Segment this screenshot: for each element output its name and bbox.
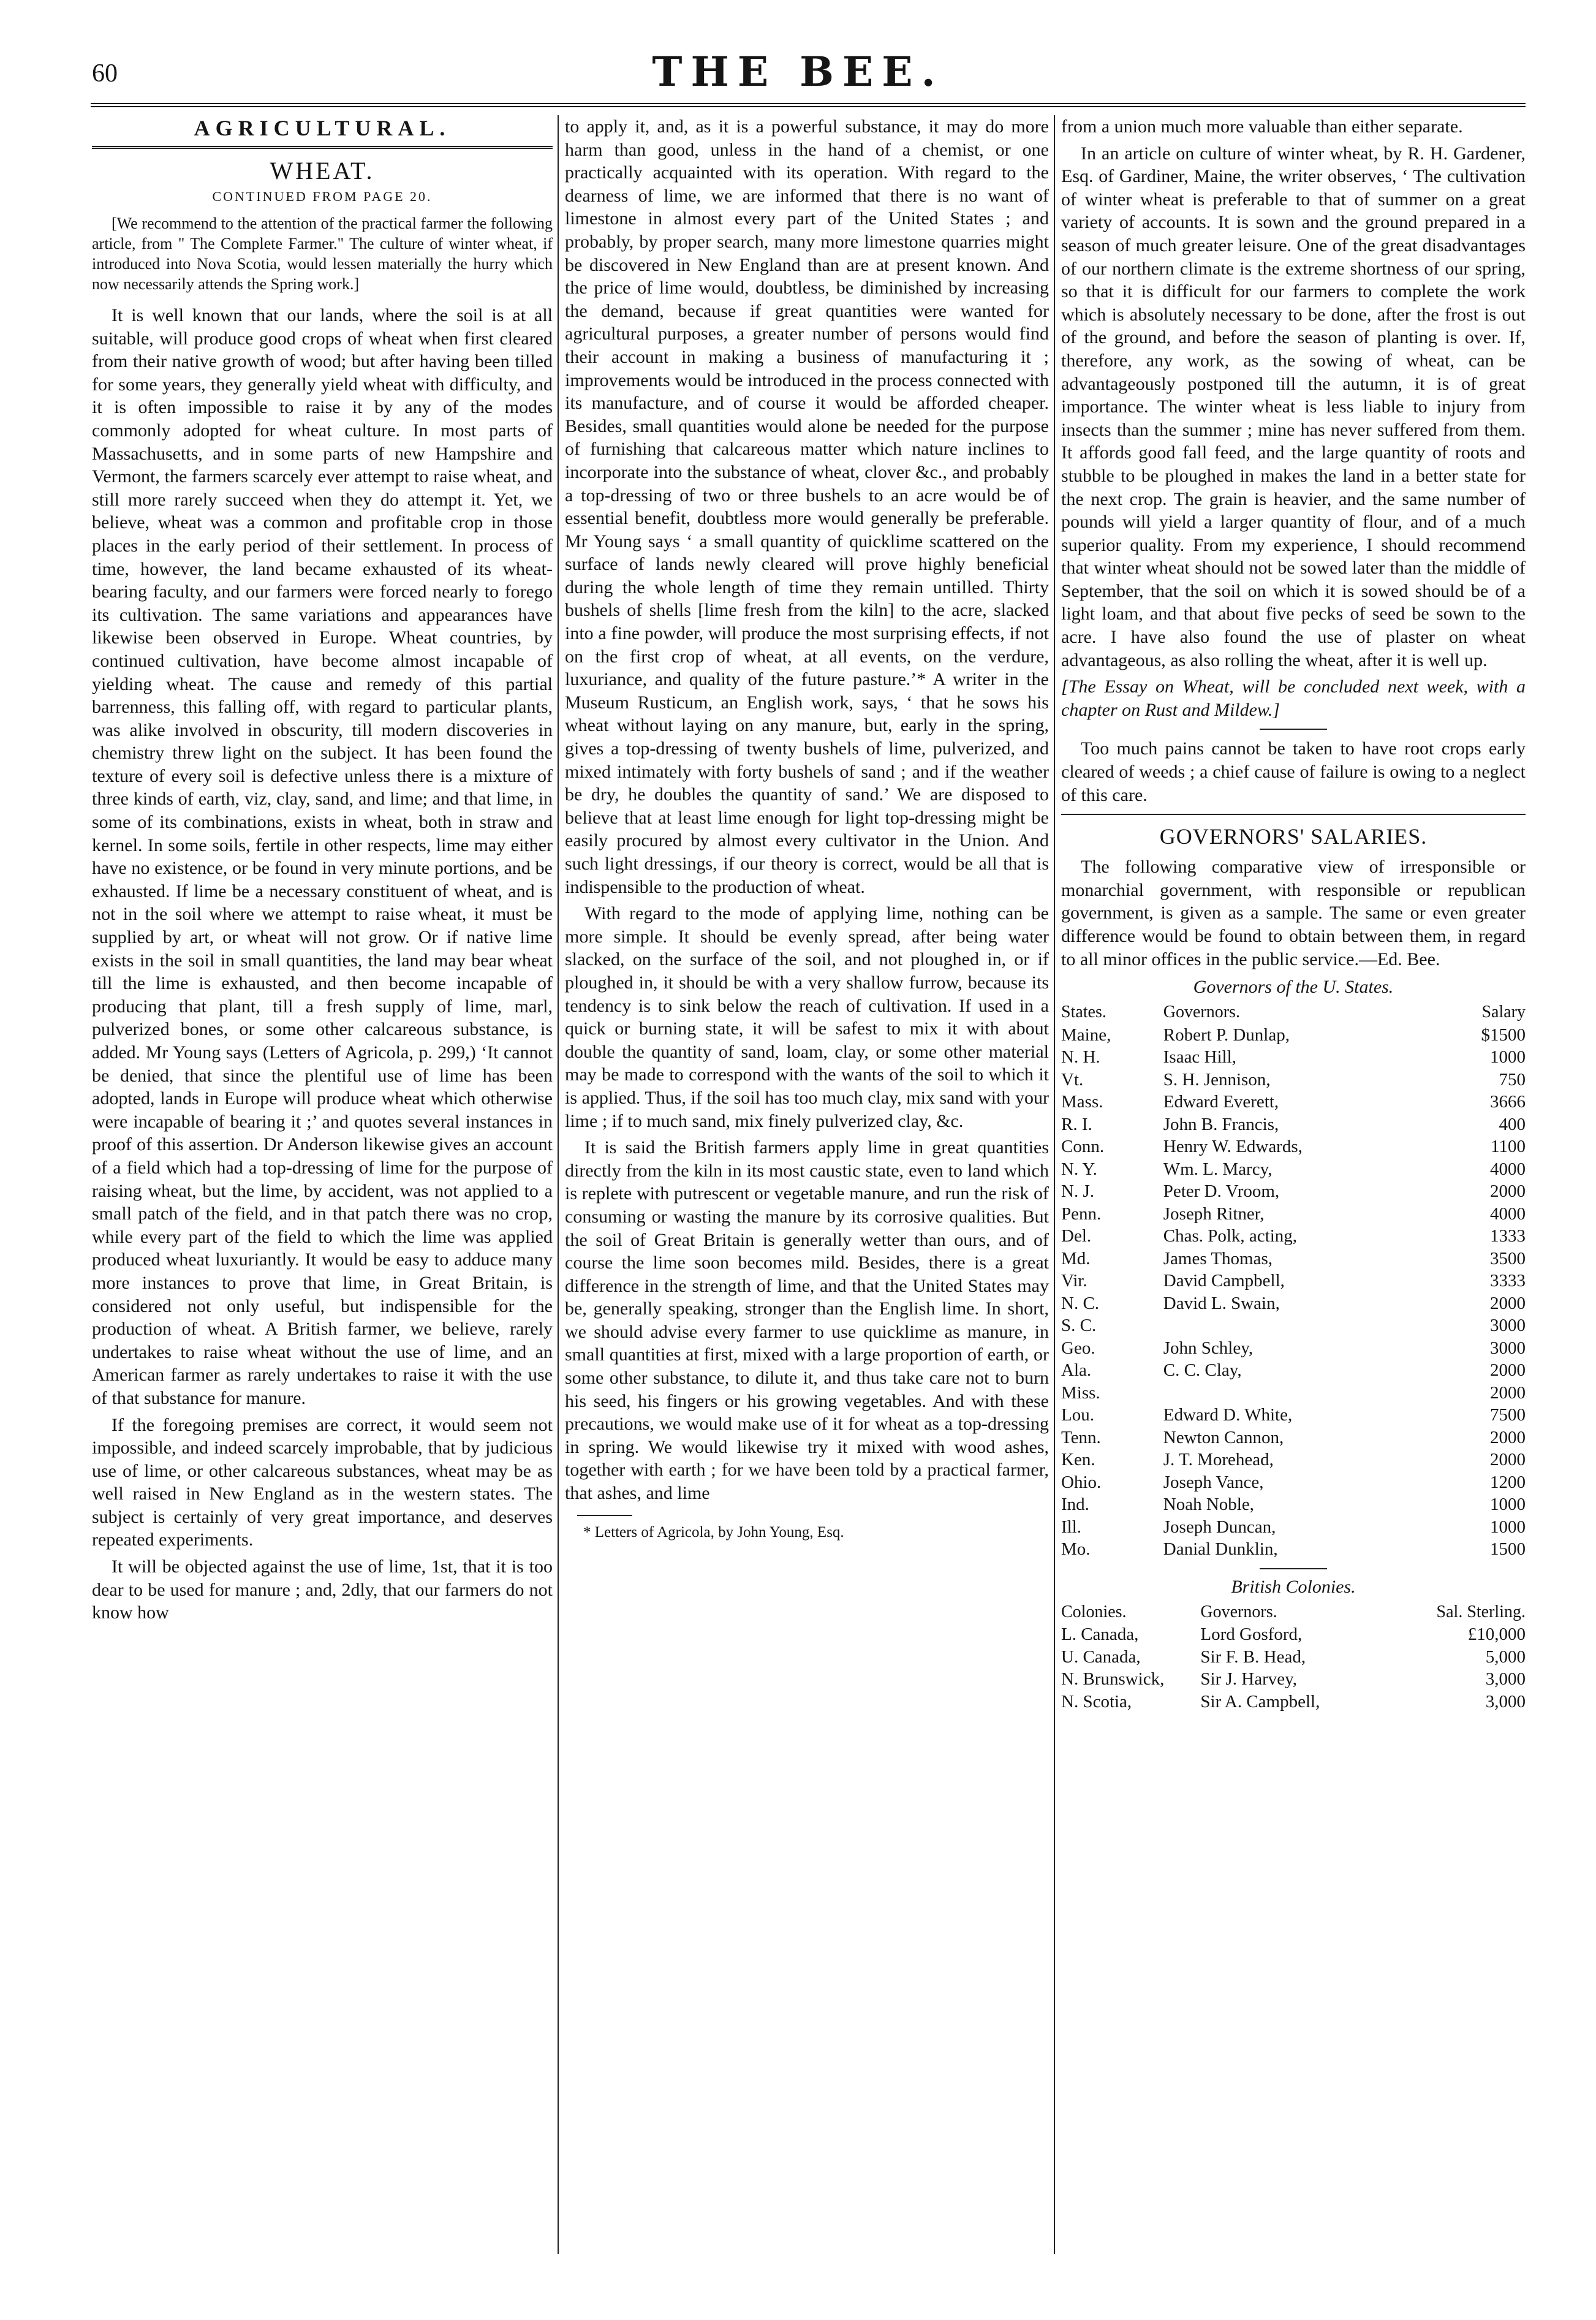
british-colonies-table <box>1061 1601 1526 1713</box>
region-cell: Tenn. <box>1061 1427 1101 1447</box>
salary-cell: 2000 <box>1490 1450 1526 1470</box>
section-heading: AGRICULTURAL. <box>194 116 451 140</box>
salary-cell: 3666 <box>1490 1092 1526 1112</box>
governor-cell: David Campbell, <box>1163 1271 1285 1291</box>
masthead: THE BEE. <box>652 48 944 96</box>
salary-cell: 750 <box>1499 1069 1526 1090</box>
column-1 <box>92 115 553 1628</box>
governor-cell: Chas. Polk, acting, <box>1163 1226 1298 1246</box>
table-row <box>1061 1516 1526 1539</box>
paragraph: If the foregoing premises are correct, it would seem not impossible, and indeed scarcely improbable, that by judicious use of lime, or other calcareous substances, wheat may be as well raised in New England as in the western states. The subject is certainly of very great importance, and deserves repeated experiments. <box>92 1414 553 1550</box>
paragraph: from a union much more valuable than either separate. <box>1061 116 1463 137</box>
salary-cell: 1000 <box>1490 1047 1526 1067</box>
region-cell: N. Scotia, <box>1061 1691 1132 1712</box>
table-row <box>1061 1623 1526 1646</box>
table-row <box>1061 1046 1526 1069</box>
region-cell: Penn. <box>1061 1204 1102 1224</box>
salary-cell: 1100 <box>1491 1137 1526 1157</box>
governor-cell: Sir F. B. Head, <box>1200 1647 1306 1667</box>
article-intro: [We recommend to the attention of the practical farmer the following article, from " The Complete Farmer." The culture of winter wheat, if introduced into Nova Scotia, would lessen materially the hurry which now necessarily attends the Spring work.] <box>92 214 553 293</box>
salary-cell: 2000 <box>1490 1181 1526 1202</box>
column-header: Governors. <box>1163 1003 1240 1022</box>
table-row <box>1061 1427 1526 1449</box>
table-row <box>1061 1225 1526 1248</box>
table-row <box>1061 1449 1526 1471</box>
editor-note: [The Essay on Wheat, will be concluded next week, with a chapter on Rust and Mildew.] <box>1061 677 1526 720</box>
governor-cell: Newton Cannon, <box>1163 1427 1284 1447</box>
salary-cell: 2000 <box>1490 1360 1526 1381</box>
region-cell: U. Canada, <box>1061 1647 1141 1667</box>
governor-cell: Wm. L. Marcy, <box>1163 1159 1273 1179</box>
salary-cell: 1000 <box>1490 1495 1526 1515</box>
column-header: Governors. <box>1200 1602 1277 1621</box>
salary-cell: £10,000 <box>1467 1624 1526 1645</box>
governor-cell: Danial Dunklin, <box>1163 1539 1278 1560</box>
separator-rule <box>1260 1568 1327 1569</box>
paragraph: It is said the British farmers apply lime in great quantities directly from the kiln in its most caustic state, even to land which is replete with putrescent or vegetable manure, and run the risk of consuming or wasting the manure by its corrosive qualities. But the soil of Great Britain is generally wetter than ours, and of course the lime soon becomes mild. Besides, there is a great difference in the strength of lime, and that the United States may be, generally speaking, stronger than the English lime. In short, we should advise every farmer to use quicklime as manure, in small quantities at first, mixed with a large proportion of earth, or some other substance, to dilute it, and thus take care not to burn his seed, his fingers or his growing vegetables. And with these precautions, we would make use of it for wheat as a top-dressing in spring. We would likewise try it mixed with wood ashes, together with earth ; for we have been told by a practical farmer, that ashes, and lime <box>565 1137 1049 1504</box>
salary-cell: 5,000 <box>1485 1647 1526 1667</box>
table-row <box>1061 1314 1526 1337</box>
paragraph: It is well known that our lands, where the soil is at all suitable, will produce good crops of wheat when first cleared from their native growth of wood; but after having been tilled for some years, they generally yield wheat with difficulty, and it is often impossible to raise it by any of the modes commonly adopted for wheat culture. In most parts of Massachusetts, and in some parts of new Hampshire and Vermont, the farmers scarcely ever attempt to raise wheat, and still more rarely succeed when they do attempt it. Yet, we believe, wheat was a common and profitable crop in those places in the early period of their settlement. In process of time, however, the land became exhausted of its wheat-bearing faculty, and our farmers were forced nearly to forego its cultivation. The same variations and appearances have likewise been observed in Europe. Wheat countries, by continued cultivation, have become almost incapable of yielding wheat. The cause and remedy of this partial barrenness, this falling off, with regard to particular plants, was alike involved in obscurity, till modern discoveries in chemistry threw light on the subject. It has been found the texture of every soil is defective unless there is a mixture of three kinds of earth, viz, clay, sand, and lime; and that lime, in some of its combinations, exists in wheat, both in straw and kernel. In some soils, fertile in other respects, lime may either have no existence, or be found in very minute portions, and be exhausted. If lime be a necessary constituent of wheat, and is not in the soil where we attempt to raise wheat, it must be supplied by art, or wheat will not grow. Or if native lime exists in the soil in small quantities, the land may bear wheat till the lime is exhausted, and then become incapable of producing that plant, till a fresh supply of lime, marl, pulverized bones, or some other calcareous substance, is added. Mr Young says (Letters of Agricola, p. 299,) ‘It cannot be denied, that since the plentiful use of lime has been adopted, lands in Europe will produce wheat which otherwise were incapable of bearing it ;’ and quotes several instances in proof of this assertion. Dr Anderson likewise gives an account of a field which had a top-dressing of lime for the purpose of raising wheat, but the lime, by accident, was not applied to a small patch of the field, and in that patch there was no crop, while every part of the field to which the lime was applied produced wheat luxuriantly. It would be easy to adduce many more instances to prove that lime, in Great Britain, is considered not only useful, but indispensible for the production of wheat. A British farmer, we believe, rarely undertakes to raise wheat without the use of lime, and an American farmer as rarely undertakes to raise it with the use of that substance for manure. <box>92 305 553 1408</box>
region-cell: Maine, <box>1061 1025 1111 1045</box>
salary-cell: 3,000 <box>1485 1669 1526 1689</box>
table-row <box>1061 1069 1526 1091</box>
governor-cell: James Thomas, <box>1163 1248 1273 1268</box>
salary-cell: 1000 <box>1490 1517 1526 1537</box>
region-cell: R. I. <box>1061 1114 1092 1134</box>
table-row <box>1061 1158 1526 1181</box>
article-title: WHEAT. <box>270 157 375 184</box>
salary-cell: 3000 <box>1490 1316 1526 1336</box>
salary-cell: 7500 <box>1490 1405 1526 1425</box>
salary-cell: 2000 <box>1490 1427 1526 1447</box>
salary-cell: 1500 <box>1490 1539 1526 1560</box>
table-row <box>1061 1382 1526 1405</box>
continued-note: CONTINUED FROM PAGE 20. <box>212 189 433 204</box>
governor-cell: J. T. Morehead, <box>1163 1450 1274 1470</box>
region-cell: Vir. <box>1061 1271 1087 1291</box>
table-row <box>1061 1270 1526 1292</box>
table-row <box>1061 1180 1526 1203</box>
region-cell: N. Y. <box>1061 1159 1097 1179</box>
table-row <box>1061 1493 1526 1516</box>
separator-rule <box>1260 729 1327 730</box>
salary-cell: 3500 <box>1490 1248 1526 1268</box>
governor-cell: C. C. Clay, <box>1163 1360 1242 1381</box>
governor-cell: Lord Gosford, <box>1200 1624 1303 1645</box>
table-row <box>1061 1359 1526 1382</box>
region-cell: Ill. <box>1061 1517 1082 1537</box>
region-cell: Mass. <box>1061 1092 1103 1112</box>
table-header-row <box>1061 1601 1526 1624</box>
column-header: States. <box>1061 1003 1106 1022</box>
table-row <box>1061 1646 1526 1669</box>
header-rule <box>91 103 1526 107</box>
section-rule <box>1061 814 1526 815</box>
column-header: Salary <box>1481 1003 1526 1022</box>
governor-cell: David L. Swain, <box>1163 1293 1280 1313</box>
region-cell: N. H. <box>1061 1047 1100 1067</box>
region-cell: Mo. <box>1061 1539 1091 1560</box>
table-row <box>1061 1091 1526 1113</box>
paragraph: It will be objected against the use of lime, 1st, that it is too dear to be used for manure ; and, 2dly, that our farmers do not know how <box>92 1556 553 1623</box>
region-cell: Ala. <box>1061 1360 1092 1381</box>
table-row <box>1061 1292 1526 1315</box>
paragraph: Too much pains cannot be taken to have root crops early cleared of weeds ; a chief cause of failure is owing to a neglect of this care. <box>1061 738 1526 805</box>
governor-cell: Noah Noble, <box>1163 1495 1254 1515</box>
governor-cell: Sir A. Campbell, <box>1200 1691 1320 1712</box>
governor-cell: Edward D. White, <box>1163 1405 1293 1425</box>
governors-title: GOVERNORS' SALARIES. <box>1159 824 1428 849</box>
region-cell: Ohio. <box>1061 1472 1102 1492</box>
governor-cell: Joseph Ritner, <box>1163 1204 1265 1224</box>
table-row <box>1061 1248 1526 1270</box>
table-row <box>1061 1337 1526 1360</box>
governor-cell: John B. Francis, <box>1163 1114 1279 1134</box>
us-governors-heading: Governors of the U. States. <box>1193 977 1394 998</box>
british-colonies-heading: British Colonies. <box>1231 1576 1356 1597</box>
salary-cell: 1333 <box>1490 1226 1526 1246</box>
table-row <box>1061 1203 1526 1226</box>
table-row <box>1061 1471 1526 1494</box>
governor-cell: John Schley, <box>1163 1338 1254 1358</box>
governor-cell <box>1163 1314 1414 1337</box>
region-cell: N. C. <box>1061 1293 1100 1313</box>
footnote-rule <box>577 1515 632 1516</box>
table-row <box>1061 1404 1526 1427</box>
region-cell: Miss. <box>1061 1382 1100 1403</box>
governor-cell: Sir J. Harvey, <box>1200 1669 1297 1689</box>
column-3 <box>1061 115 1526 1713</box>
governors-intro: The following comparative view of irresponsible or monarchial government, with responsible or republican government, is given as a sample. The same or even greater difference would be found to obtain between them, in regard to all minor offices in the public service.—Ed. Bee. <box>1061 857 1526 969</box>
salary-cell: 400 <box>1499 1114 1526 1134</box>
column-header: Colonies. <box>1061 1602 1127 1621</box>
governor-cell: Isaac Hill, <box>1163 1047 1236 1067</box>
salary-cell: 1200 <box>1490 1472 1526 1492</box>
governor-cell: Joseph Duncan, <box>1163 1517 1276 1537</box>
table-row <box>1061 1538 1526 1561</box>
region-cell: Ken. <box>1061 1450 1095 1470</box>
salary-cell: 2000 <box>1490 1293 1526 1313</box>
region-cell: N. J. <box>1061 1181 1094 1202</box>
governor-cell <box>1163 1382 1414 1405</box>
governor-cell: Edward Everett, <box>1163 1092 1279 1112</box>
governor-cell: Henry W. Edwards, <box>1163 1137 1303 1157</box>
page-number: 60 <box>92 59 118 88</box>
region-cell: Ind. <box>1061 1495 1089 1515</box>
region-cell: Geo. <box>1061 1338 1095 1358</box>
region-cell: Vt. <box>1061 1069 1084 1090</box>
table-row <box>1061 1135 1526 1158</box>
paragraph: In an article on culture of winter wheat, by R. H. Gardener, Esq. of Gardiner, Maine, the writer observes, ‘ The cultivation of winter wheat is preferable to that of summer on a great variety of accounts. It is sown and the ground prepared in a season of much greater leisure. One of the great disadvantages of our northern climate is the extreme shortness of our spring, so that it is difficult for our farmers to complete the work which is absolutely necessary to be done, after the frost is out of the ground, and before the season of planting is over. If, therefore, any work, as the sowing of wheat, can be advantageously postponed till the autumn, it is of great importance. The winter wheat is less liable to injury from insects than the summer ; mine has never suffered from them. It affords good fall feed, and the large quantity of roots and stubble to be ploughed in makes the land in a better state for the next crop. The grain is heavier, and the same number of pounds will yield a larger quantity of flour, and of a much superior quality. From my experience, I should recommend that winter wheat should not be sowed later than the middle of September, that the soil on which it is sowed should be of a light loam, and that about five pecks of seed be sown to the acre. I have also found the use of plaster on wheat advantageous, as also rolling the wheat, after it is well up. <box>1061 143 1526 670</box>
region-cell: N. Brunswick, <box>1061 1669 1165 1689</box>
governor-cell: Joseph Vance, <box>1163 1472 1264 1492</box>
table-row <box>1061 1668 1526 1691</box>
column-2 <box>565 115 1049 1547</box>
region-cell: Conn. <box>1061 1137 1105 1157</box>
table-row <box>1061 1113 1526 1136</box>
table-row <box>1061 1691 1526 1713</box>
column-divider <box>1054 115 1055 2254</box>
salary-cell: 3000 <box>1490 1338 1526 1358</box>
salary-cell: 4000 <box>1490 1204 1526 1224</box>
governor-cell: Peter D. Vroom, <box>1163 1181 1280 1202</box>
salary-cell: 3333 <box>1490 1271 1526 1291</box>
column-header: Sal. Sterling. <box>1436 1602 1526 1621</box>
region-cell: L. Canada, <box>1061 1624 1139 1645</box>
region-cell: Del. <box>1061 1226 1092 1246</box>
region-cell: S. C. <box>1061 1316 1097 1336</box>
region-cell: Md. <box>1061 1248 1091 1268</box>
paragraph: With regard to the mode of applying lime, nothing can be more simple. It should be evenly spread, after being water slacked, on the surface of the soil, and not ploughed in, or if ploughed in, it should be with a very shallow furrow, because its tendency is to sink below the reach of cultivation. If used in a quick or burning state, it will be safest to mix it with about double the quantity of sand, loam, clay, or some other material may be made to correspond with the wants of the soil to which it is applied. Thus, if the soil has too much clay, mix sand with your lime ; if to much sand, mix finely pulverized clay, &c. <box>565 903 1049 1131</box>
governor-cell: S. H. Jennison, <box>1163 1069 1271 1090</box>
column-divider <box>558 115 559 2254</box>
table-row <box>1061 1024 1526 1047</box>
paragraph: to apply it, and, as it is a powerful substance, it may do more harm than good, unless in the hand of a chemist, or one practically acquainted with its operation. With regard to the dearness of lime, we are informed that there is no want of limestone in almost every part of the United States ; and probably, by proper search, many more limestone quarries might be discovered in New England than are at present known. And the price of lime would, doubtless, be diminished by increasing the demand, because if great quantities were wanted for agricultural purposes, a greater number of persons would find their account in making a business of manufacturing it ; improvements would be introduced in the process connected with its manufacture, and of course it would be afforded cheaper. Besides, small quantities would alone be needed for the purpose of furnishing that calcareous matter which nature inclines to incorporate into the substance of wheat, clover &c., and probably a top-dressing of two or three bushels to an acre would be of essential benefit, doubtless more would generally be preferable. Mr Young says ‘ a small quantity of quicklime scattered on the surface of lands newly cleared will prove highly beneficial during the whole length of time they remain untilled. Thirty bushels of shells [lime fresh from the kiln] to the acre, slacked into a fine powder, will produce the most surprising effects, if not on the first crop of wheat, at all events, on the verdure, luxuriance, and quality of the future pasture.’* A writer in the Museum Rusticum, an English work, says, ‘ that he sows his wheat without laying on any manure, but, early in the spring, gives a top-dressing of twenty bushels of lime, pulverized, and mixed intimately with forty bushels of sand ; and if the weather be dry, he doubles the quantity of sand.’ We are disposed to believe that at least lime enough for light top-dressing might be easily procured by almost every cultivator in the Union. And such light dressings, if our theory is correct, would be all that is indispensible to the production of wheat. <box>565 116 1049 897</box>
footnote: * Letters of Agricola, by John Young, Esq. <box>583 1523 844 1541</box>
us-governors-table <box>1061 1001 1526 1561</box>
salary-cell: 2000 <box>1490 1382 1526 1403</box>
table-header-row <box>1061 1001 1526 1024</box>
salary-cell: 4000 <box>1490 1159 1526 1179</box>
region-cell: Lou. <box>1061 1405 1094 1425</box>
section-rule <box>92 146 553 149</box>
salary-cell: 3,000 <box>1485 1691 1526 1712</box>
salary-cell: $1500 <box>1481 1025 1526 1045</box>
governor-cell: Robert P. Dunlap, <box>1163 1025 1290 1045</box>
